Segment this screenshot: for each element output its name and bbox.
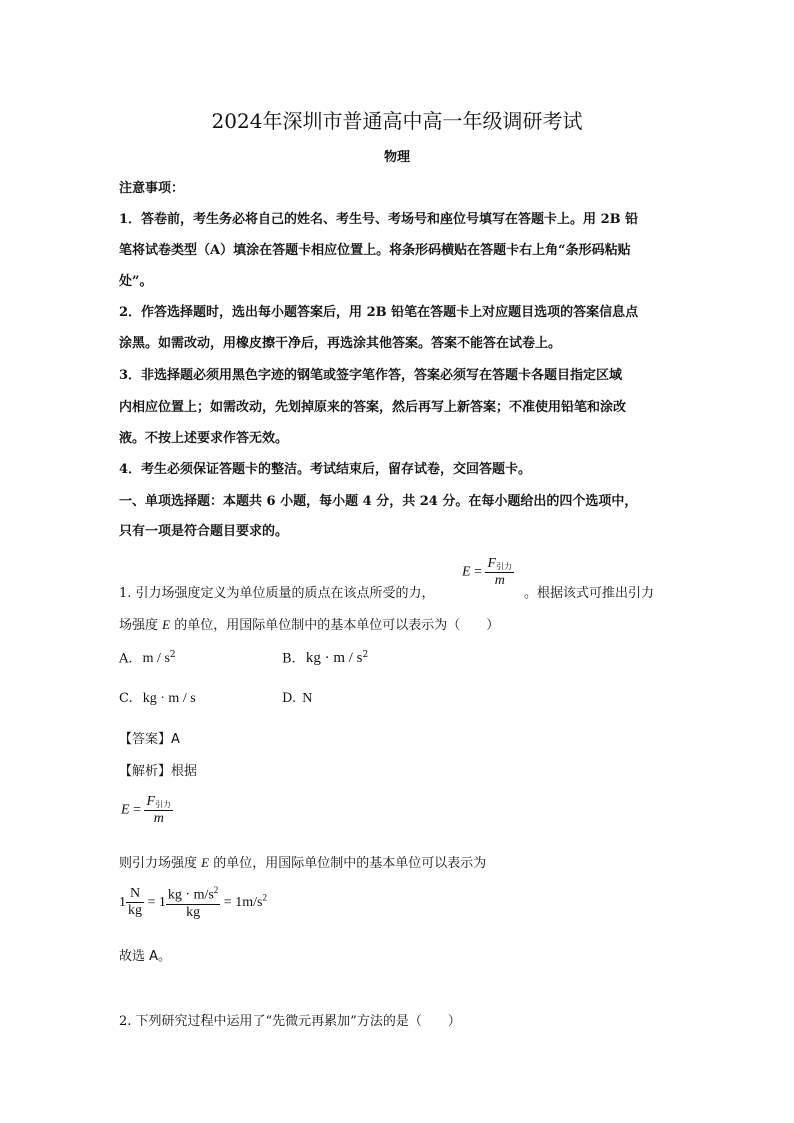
option-label: C. — [119, 691, 133, 706]
option-label: B. — [282, 651, 296, 667]
answer-value: A — [171, 732, 180, 747]
analysis-tag: 【解析】 — [119, 764, 172, 779]
formula-subscript: 引力 — [496, 562, 513, 571]
option-text: m / s — [142, 651, 170, 667]
answer-line — [119, 728, 180, 747]
notice-line: 1．答卷前，考生务必将自己的姓名、考生号、考场号和座位号填写在答题卡上。用 2B 铅 — [119, 212, 639, 227]
subject-label: 物理 — [383, 150, 410, 165]
option-label: A. — [119, 651, 133, 667]
notice-line: 处”。 — [119, 274, 153, 289]
notice-line: 4．考生必须保证答题卡的整洁。考试结束后，留存试卷，交回答题卡。 — [119, 462, 532, 477]
notice-line: 液。不按上述要求作答无效。 — [119, 431, 289, 446]
formula-denominator: m — [485, 572, 514, 589]
calc-coef: 1 — [119, 895, 126, 911]
formula-numerator: F — [146, 794, 156, 809]
formula-equals: = — [133, 802, 141, 818]
q1-option-d[interactable] — [282, 691, 312, 707]
formula-symbol: E — [121, 802, 130, 818]
analysis-conclusion — [119, 852, 486, 871]
notice-heading: 注意事项： — [119, 181, 185, 196]
q1-option-a[interactable] — [119, 650, 176, 667]
formula-fraction — [144, 794, 173, 827]
q1-option-c[interactable] — [119, 691, 196, 707]
option-sup: 2 — [169, 650, 176, 660]
calc-den: kg — [128, 903, 142, 919]
q1-stem-symbol: E — [162, 617, 171, 632]
analysis-formula — [121, 794, 173, 827]
answer-tag: 【答案】 — [119, 732, 172, 747]
formula-numerator: F — [487, 556, 497, 571]
q1-stem-part: 。根据该式可推出引力 — [524, 586, 655, 601]
option-text: kg · m / s — [142, 691, 196, 706]
calc-num: kg · m/s — [167, 887, 214, 903]
calc-sup: 2 — [262, 892, 267, 903]
formula-subscript: 引力 — [155, 800, 172, 809]
analysis-line — [119, 760, 197, 779]
calc-coef: 1 — [158, 895, 166, 911]
calc-num: N — [129, 886, 141, 902]
section-heading: 一、单项选择题：本题共 6 小题，每小题 4 分，共 24 分。在每小题给出的四个选项中， — [119, 494, 638, 509]
q1-stem-text: 的单位，用国际单位制中的基本单位可以表示为（ ） — [170, 618, 500, 633]
formula-symbol: E — [462, 564, 471, 580]
q1-option-b[interactable] — [282, 650, 368, 667]
q1-stem-part: 1. 引力场强度定义为单位质量的质点在该点所受的力， — [119, 586, 435, 601]
option-label: D. — [282, 691, 297, 706]
calc-fraction — [166, 885, 220, 921]
analysis-text: 则引力场强度 — [119, 856, 202, 871]
notice-line: 3．非选择题必须用黑色字迹的钢笔或签字笔作答，答案必须写在答题卡各题目指定区域 — [119, 368, 623, 383]
formula-fraction — [485, 556, 514, 589]
formula-denominator: m — [144, 810, 173, 827]
choice-conclusion: 故选 A。 — [119, 949, 172, 964]
q2-stem: 2. 下列研究过程中运用了“先微元再累加”方法的是（ ） — [119, 1014, 461, 1029]
exam-title: 2024年深圳市普通高中高一年级调研考试 — [211, 109, 583, 133]
calc-den: kg — [166, 904, 220, 921]
calc-equals: = — [147, 895, 156, 911]
option-sup: 2 — [362, 650, 369, 660]
formula-equals: = — [474, 564, 482, 580]
calc-equals: = — [223, 895, 232, 911]
q1-stem-line — [119, 614, 499, 633]
option-text: kg · m / s — [305, 650, 363, 667]
q1-formula — [462, 556, 514, 589]
analysis-text: 根据 — [171, 764, 198, 779]
notice-line: 笔将试卷类型（A）填涂在答题卡相应位置上。将条形码横贴在答题卡右上角“条形码粘贴 — [119, 243, 631, 258]
notice-line: 涂黑。如需改动，用橡皮擦干净后，再选涂其他答案。答案不能答在试卷上。 — [119, 336, 562, 351]
section-heading-cont: 只有一项是符合题目要求的。 — [119, 524, 289, 539]
q1-stem-text: 场强度 — [119, 618, 163, 633]
analysis-symbol: E — [201, 855, 210, 870]
calc-result: 1m/s — [235, 895, 263, 911]
notice-line: 内相应位置上；如需改动，先划掉原来的答案，然后再写上新答案；不准使用铅笔和涂改 — [119, 400, 627, 415]
calc-fraction — [126, 886, 144, 919]
notice-line: 2．作答选择题时，选出每小题答案后，用 2B 铅笔在答题卡上对应题目选项的答案信息点 — [119, 305, 639, 320]
option-text: N — [302, 691, 313, 706]
analysis-text: 的单位，用国际单位制中的基本单位可以表示为 — [209, 856, 487, 871]
unit-calculation — [119, 885, 267, 921]
calc-sup: 2 — [213, 885, 219, 895]
